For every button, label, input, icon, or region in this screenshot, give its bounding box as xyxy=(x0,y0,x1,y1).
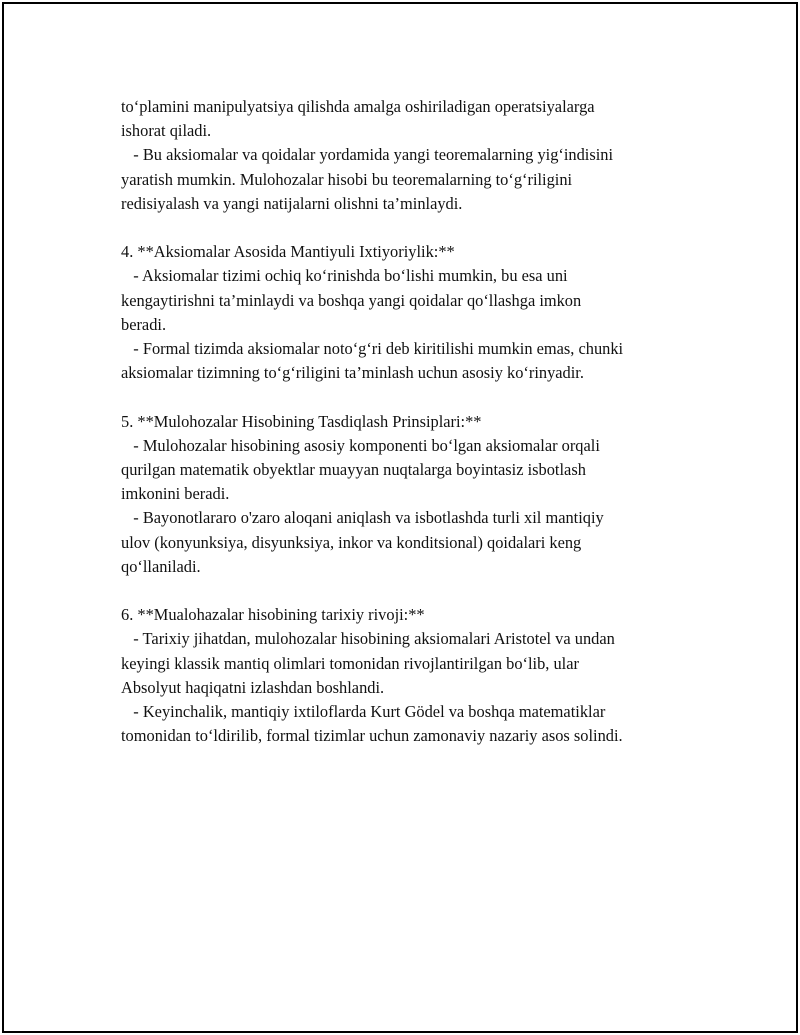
bullet-line: - Formal tizimda aksiomalar noto‘g‘ri deb kiritilishi mumkin emas, chunki xyxy=(121,339,624,359)
text-line: beradi. xyxy=(121,314,167,334)
bullet-line: - Mulohozalar hisobining asosiy komponenti bo‘lgan aksiomalar orqali xyxy=(121,435,600,455)
text-line: imkonini beradi. xyxy=(121,484,230,504)
paragraph-gap xyxy=(121,216,701,240)
section-6 xyxy=(121,603,701,748)
section-heading: 4. **Aksiomalar Asosida Mantiyuli Ixtiyoriylik:** xyxy=(121,242,455,262)
text-line: qo‘llaniladi. xyxy=(121,556,201,576)
bullet-line: - Keyinchalik, mantiqiy ixtiloflarda Kurt Gödel va boshqa matematiklar xyxy=(121,702,606,722)
document-body xyxy=(121,95,701,748)
text-line: ishorat qiladi. xyxy=(121,121,212,141)
text-line: aksiomalar tizimning to‘g‘riligini ta’minlash uchun asosiy ko‘rinyadir. xyxy=(121,363,584,383)
bullet-line: - Tarixiy jihatdan, mulohozalar hisobining aksiomalari Aristotel va undan xyxy=(121,629,615,649)
text-line: yaratish mumkin. Mulohozalar hisobi bu teoremalarning to‘g‘riligini xyxy=(121,169,573,189)
page-frame xyxy=(2,2,798,1033)
text-line: ulov (konyunksiya, disyunksiya, inkor va konditsional) qoidalari keng xyxy=(121,532,582,552)
text-line: keyingi klassik mantiq olimlari tomonidan rivojlantirilgan bo‘lib, ular xyxy=(121,653,579,673)
text-line: tomonidan to‘ldirilib, formal tizimlar uchun zamonaviy nazariy asos solindi. xyxy=(121,726,623,746)
paragraph-gap xyxy=(121,579,701,603)
text-line: to‘plamini manipulyatsiya qilishda amalga oshiriladigan operatsiyalarga xyxy=(121,97,595,116)
text-line: Absolyut haqiqatni izlashdan boshlandi. xyxy=(121,677,385,697)
text-line: qurilgan matematik obyektlar muayyan nuqtalarga boyintasiz isbotlash xyxy=(121,460,586,480)
paragraph-continuation xyxy=(121,95,701,216)
section-heading: 5. **Mulohozalar Hisobining Tasdiqlash Prinsiplari:** xyxy=(121,411,482,431)
text-line: kengaytirishni ta’minlaydi va boshqa yangi qoidalar qo‘llashga imkon xyxy=(121,290,582,310)
bullet-line: - Bu aksiomalar va qoidalar yordamida yangi teoremalarning yig‘indisini xyxy=(121,145,614,165)
section-4 xyxy=(121,240,701,385)
section-heading: 6. **Mualohazalar hisobining tarixiy rivoji:** xyxy=(121,605,425,625)
paragraph-gap xyxy=(121,385,701,409)
section-5 xyxy=(121,410,701,579)
bullet-line: - Aksiomalar tizimi ochiq ko‘rinishda bo‘lishi mumkin, bu esa uni xyxy=(121,266,568,286)
text-line: redisiyalash va yangi natijalarni olishni ta’minlaydi. xyxy=(121,193,463,213)
bullet-line: - Bayonotlararo o'zaro aloqani aniqlash va isbotlashda turli xil mantiqiy xyxy=(121,508,604,528)
